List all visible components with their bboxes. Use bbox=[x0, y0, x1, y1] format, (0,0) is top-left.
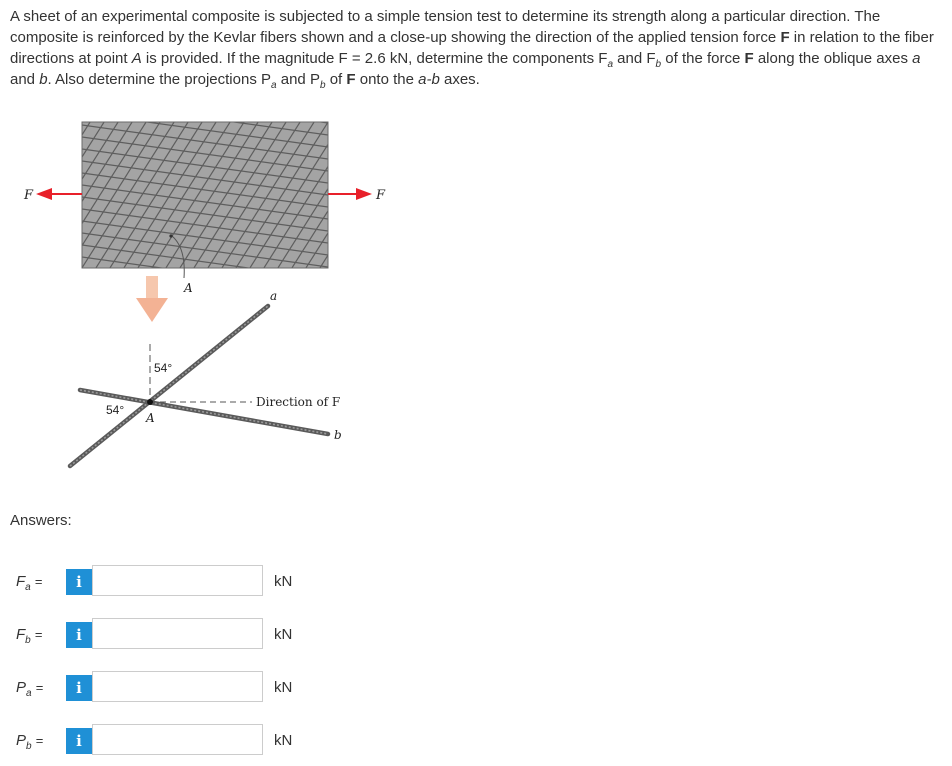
answer-row-fa bbox=[0, 565, 400, 599]
info-icon[interactable]: i bbox=[66, 728, 92, 754]
angle-label-left: 54° bbox=[106, 403, 125, 417]
answer-input-pb[interactable] bbox=[92, 724, 263, 755]
answer-label-pa: $P_a$ = bbox=[16, 679, 44, 699]
info-icon[interactable]: i bbox=[66, 569, 92, 595]
fiber-line bbox=[0, 100, 20, 290]
fiber-line bbox=[60, 458, 350, 480]
force-label-right: F bbox=[376, 188, 386, 203]
info-icon[interactable]: i bbox=[66, 675, 92, 701]
unit-label-fa: kN bbox=[274, 573, 293, 590]
answer-row-pb bbox=[0, 724, 400, 758]
fiber-a bbox=[70, 306, 268, 466]
axis-b-label: b bbox=[334, 428, 342, 442]
fiber-line bbox=[60, 100, 350, 114]
info-icon[interactable]: i bbox=[66, 622, 92, 648]
angle-label-top: 54° bbox=[154, 361, 173, 375]
fiber-line bbox=[60, 100, 350, 102]
fiber-line bbox=[390, 100, 420, 290]
point-a-label-closeup: A bbox=[146, 411, 155, 425]
answer-input-pa[interactable] bbox=[92, 671, 263, 702]
problem-statement: A sheet of an experimental composite is subjected to a simple tension test to determine its strength along a particular direction. The composite is reinforced by the Kevlar fibers shown and a close-up showing the direction of the applied tension force F in relation to the fiber directions at point A is provided. If the magnitude F = 2.6 kN, determine the components $F_a$ and $F_b$ of the force F along the oblique axes a and b. Also determine the projections $P_a$ and $P_b$ of F onto the a-b axes. bbox=[10, 8, 934, 91]
fiber-line bbox=[404, 100, 420, 290]
force-arrow-right bbox=[328, 188, 372, 200]
fiber-line bbox=[60, 290, 350, 330]
force-arrow-left bbox=[36, 188, 82, 200]
direction-of-f-label: Direction of F bbox=[256, 395, 341, 409]
fiber-line bbox=[60, 326, 350, 366]
answer-input-fa[interactable] bbox=[92, 565, 263, 596]
unit-label-pa: kN bbox=[274, 679, 293, 696]
answers-heading: Answers: bbox=[10, 512, 72, 529]
fiber-line bbox=[60, 302, 350, 342]
fiber-line bbox=[362, 100, 420, 290]
answer-row-fb bbox=[0, 618, 400, 652]
point-a-closeup-marker bbox=[147, 399, 153, 405]
unit-label-fb: kN bbox=[274, 626, 293, 643]
point-a-label-sheet: A bbox=[184, 281, 193, 295]
closeup-arrow bbox=[136, 276, 168, 322]
answer-input-fb[interactable] bbox=[92, 618, 263, 649]
fiber-line bbox=[418, 100, 420, 290]
fiber-line bbox=[60, 446, 350, 480]
force-label-left: F bbox=[24, 188, 34, 203]
composite-figure bbox=[0, 100, 420, 480]
answer-label-fb: $F_b$ = bbox=[16, 626, 43, 646]
answer-label-fa: $F_a$ = bbox=[16, 573, 43, 593]
axis-a-label: a bbox=[270, 289, 278, 303]
composite-sheet bbox=[0, 100, 420, 480]
fiber-line bbox=[60, 314, 350, 354]
fiber-line bbox=[60, 470, 350, 480]
point-a-marker bbox=[169, 234, 172, 237]
fiber-line bbox=[60, 266, 350, 306]
answer-row-pa bbox=[0, 671, 400, 705]
unit-label-pb: kN bbox=[274, 732, 293, 749]
fiber-line bbox=[60, 278, 350, 318]
answer-label-pb: $P_b$ = bbox=[16, 732, 44, 752]
